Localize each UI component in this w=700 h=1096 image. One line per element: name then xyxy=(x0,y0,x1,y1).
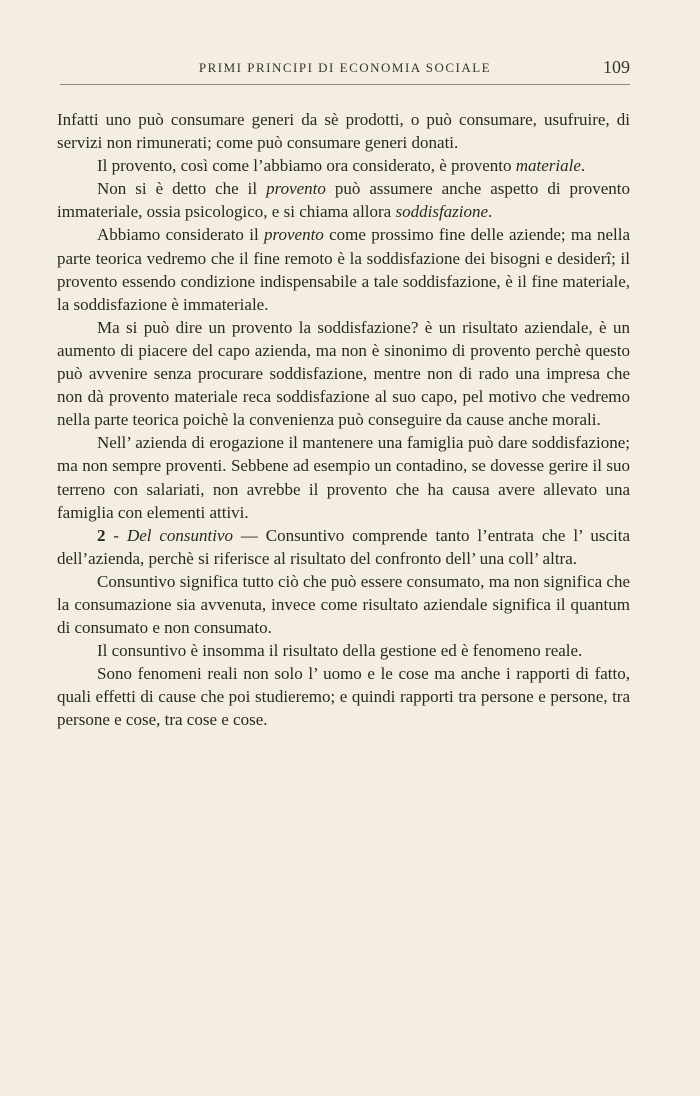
section-heading: Del consuntivo xyxy=(126,525,234,545)
running-title: PRIMI PRINCIPI DI ECONOMIA SOCIALE xyxy=(198,60,492,75)
paragraph-text: Infatti uno può consumare generi da sè prodotti, o può consumare, usufruire, di servizi non rimunerati; come può consumare generi donati. xyxy=(57,110,630,153)
italic-term: materiale xyxy=(515,156,581,176)
paragraph-text: Ma si può dire un provento la soddisfazione? è un risultato aziendale, è un aumento di piacere del capo azienda, ma non è sinonimo di provento perchè questo può avvenire senza procurare soddisfazione, mentre non di rado una impresa che non dà provento materiale reca soddisfazione al suo capo, pel motivo che vedremo nella parte teorica poichè la convenienza può conseguire da cause anche morali. xyxy=(57,317,630,430)
section-paragraph xyxy=(57,524,630,570)
paragraph-text: può assumere anche aspetto di provento immateriale, ossia psicologico, e si chiama allora xyxy=(57,179,630,222)
paragraph-text: . xyxy=(488,202,493,222)
paragraph-text: come prossimo fine delle aziende; ma nella parte teorica vedremo che il fine remoto è la soddisfazione dei bisogni e desiderî; il provento essendo condizione indispensabile a tale soddisfazione, è il fine materiale, la soddisfazione è immateriale. xyxy=(57,225,630,314)
paragraph-text: Il consuntivo è insomma il risultato della gestione ed è fenomeno reale. xyxy=(97,641,583,661)
main-text xyxy=(57,108,630,732)
running-header xyxy=(60,56,630,85)
paragraph-text: — Consuntivo comprende tanto l’entrata che l’ uscita dell’azienda, perchè si riferisce al risultato del confronto dell’ una coll’ altra. xyxy=(57,525,630,568)
paragraph-text: Consuntivo significa tutto ciò che può essere consumato, ma non significa che la consumazione sia avvenuta, invece come risultato aziendale significa il quantum di consumato e non consumato. xyxy=(57,571,630,638)
paragraph-2 xyxy=(57,154,630,177)
paragraph-5 xyxy=(57,316,630,431)
page-number: 109 xyxy=(603,57,630,77)
italic-term: soddisfazione xyxy=(395,202,489,222)
paragraph-text: Nell’ azienda di erogazione il mantenere una famiglia può dare soddisfazione; ma non sempre proventi. Sebbene ad esempio un contadino, se dovesse gerire il suo terreno con salariati, non avrebbe il provento che ha causa avere allevato una famiglia con elementi attivi. xyxy=(57,433,630,522)
paragraph-text: . xyxy=(580,156,586,176)
paragraph-3 xyxy=(57,177,630,223)
paragraph-text: Non si è detto che il xyxy=(97,179,267,199)
paragraph-6 xyxy=(57,431,630,523)
paragraph-text: Abbiamo considerato il xyxy=(97,225,264,245)
paragraph-1 xyxy=(57,108,630,154)
paragraph-10 xyxy=(57,662,630,731)
paragraph-9 xyxy=(57,639,630,662)
paragraph-8 xyxy=(57,570,630,639)
paragraph-text: Il provento, così come l’abbiamo ora considerato, è provento xyxy=(97,156,516,176)
section-separator: - xyxy=(105,525,127,545)
italic-term: provento xyxy=(264,225,324,245)
paragraph-text: Sono fenomeni reali non solo l’ uomo e le cose ma anche i rapporti di fatto, quali effetti di cause che poi studieremo; e quindi rapporti tra persone e persone, tra persone e cose, tra cose e cose. xyxy=(57,664,630,730)
italic-term: provento xyxy=(266,179,326,199)
paragraph-4 xyxy=(57,223,630,315)
section-number: 2 xyxy=(97,525,106,545)
